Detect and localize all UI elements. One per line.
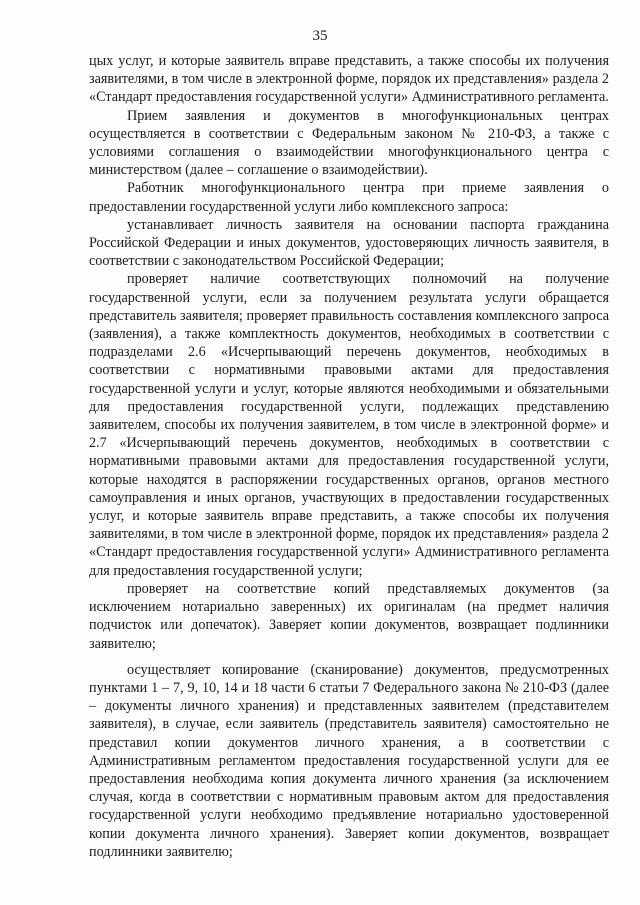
paragraph-scanning: осуществляет копирование (сканирование) документов, предусмотренных пунктами 1 – 7, 9, 10, 14 и 18 части 6 статьи 7 Федерального закона № 210-ФЗ (далее – документы личного хранения) и представленных заявителем (представителем заявителя), в случае, если заявитель (представитель заявителя) самостоятельно не представил копии документов личного хранения, а в соответствии с Административным регламентом предоставления государственной услуги для ее предоставления необходима копия документа личного хранения (за исключением случая, когда в соответствии с нормативным правовым актом для предоставления государственной услуги необходимо предъявление нотариально удостоверенной копии документа личного хранения). Заверяет копии документов, возвращает подлинники заявителю; [89,661,609,860]
paragraph-mfc-intake: Прием заявления и документов в многофункциональных центрах осуществляется в соответствии с Федеральным законом № 210-ФЗ, а также с условиями соглашения о взаимодействии многофункционального центра с министерством (далее – соглашение о взаимодействии). [89,107,609,179]
paragraph-copies-check: проверяет на соответствие копий представляемых документов (за исключением нотариально заверенных) их оригиналам (на предмет наличия подчисток или допечаток). Заверяет копии документов, возвращает подлинники заявителю; [89,580,609,652]
paragraph-continuation: цых услуг, и которые заявитель вправе представить, а также способы их получения заявителями, в том числе в электронной форме, порядок их представления» раздела 2 «Стандарт предоставления государственной услуги» Административного регламента. [89,53,609,106]
document-body [89,52,609,861]
paragraph-identity-check: устанавливает личность заявителя на основании паспорта гражданина Российской Федерации и иных документов, удостоверяющих личность заявителя, в соответствии с законодательством Российской Федерации; [89,216,609,270]
page-number: 35 [312,28,328,44]
paragraph-authority-check: проверяет наличие соответствующих полномочий на получение государственной услуги, если за получением результата услуги обращается представитель заявителя; проверяет правильность составления комплексного запроса (заявления), а также комплектность документов, необходимых в соответствии с подразделами 2.6 «Исчерпывающий перечень документов, необходимых в соответствии с нормативными правовыми актами для предоставления государственной услуги и услуг, которые являются необходимыми и обязательными для предоставления государственной услуги, подлежащих представлению заявителем, способы их получения заявителем, в том числе в электронной форме» и 2.7 «Исчерпывающий перечень документов, необходимых в соответствии с нормативными правовыми актами для предоставления государственной услуги, которые находятся в распоряжении государственных органов, органов местного самоуправления и иных органов, участвующих в предоставлении государственных услуг, и которые заявитель вправе представить, а также способы их получения заявителями, в том числе в электронной форме, порядок их представления» раздела 2 «Стандарт предоставления государственной услуги» Административного регламента для предоставления государственной услуги; [89,271,609,579]
paragraph-mfc-worker: Работник многофункционального центра при приеме заявления о предоставлении государственной услуги либо комплексного запроса: [89,180,609,215]
